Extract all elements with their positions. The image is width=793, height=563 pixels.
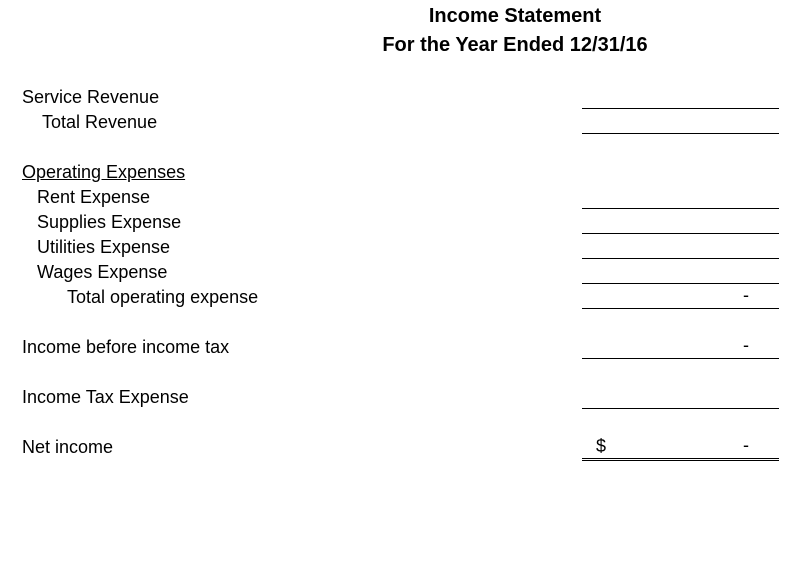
income-tax-expense-label: Income Tax Expense [22, 387, 189, 407]
service-revenue-amount-cell[interactable] [582, 84, 779, 109]
service-revenue-label: Service Revenue [22, 87, 160, 107]
supplies-expense-amount-cell[interactable] [582, 209, 779, 234]
wages-expense-amount-cell[interactable] [582, 259, 779, 284]
utilities-expense-label: Utilities Expense [37, 237, 171, 257]
statement-period: For the Year Ended 12/31/16 [382, 34, 648, 56]
supplies-expense-label: Supplies Expense [37, 212, 182, 232]
net-income-label: Net income [22, 437, 114, 457]
income-before-tax-value: - [743, 335, 749, 355]
income-before-tax-amount-cell[interactable] [582, 334, 779, 359]
rent-expense-label: Rent Expense [37, 187, 151, 207]
utilities-expense-amount-cell[interactable] [582, 234, 779, 259]
total-operating-expense-value: - [743, 285, 749, 305]
operating-expenses-heading: Operating Expenses [22, 162, 186, 182]
income-before-tax-label: Income before income tax [22, 337, 230, 357]
statement-title: Income Statement [428, 5, 602, 27]
income-tax-expense-amount-cell[interactable] [582, 384, 779, 409]
total-operating-expense-label: Total operating expense [67, 287, 259, 307]
total-revenue-label: Total Revenue [42, 112, 158, 132]
net-income-currency: $ [596, 436, 607, 456]
net-income-value: - [743, 435, 749, 455]
rent-expense-amount-cell[interactable] [582, 184, 779, 209]
wages-expense-label: Wages Expense [37, 262, 168, 282]
total-revenue-amount-cell[interactable] [582, 109, 779, 134]
net-income-amount-cell[interactable] [582, 434, 779, 461]
total-operating-expense-amount-cell[interactable] [582, 284, 779, 309]
